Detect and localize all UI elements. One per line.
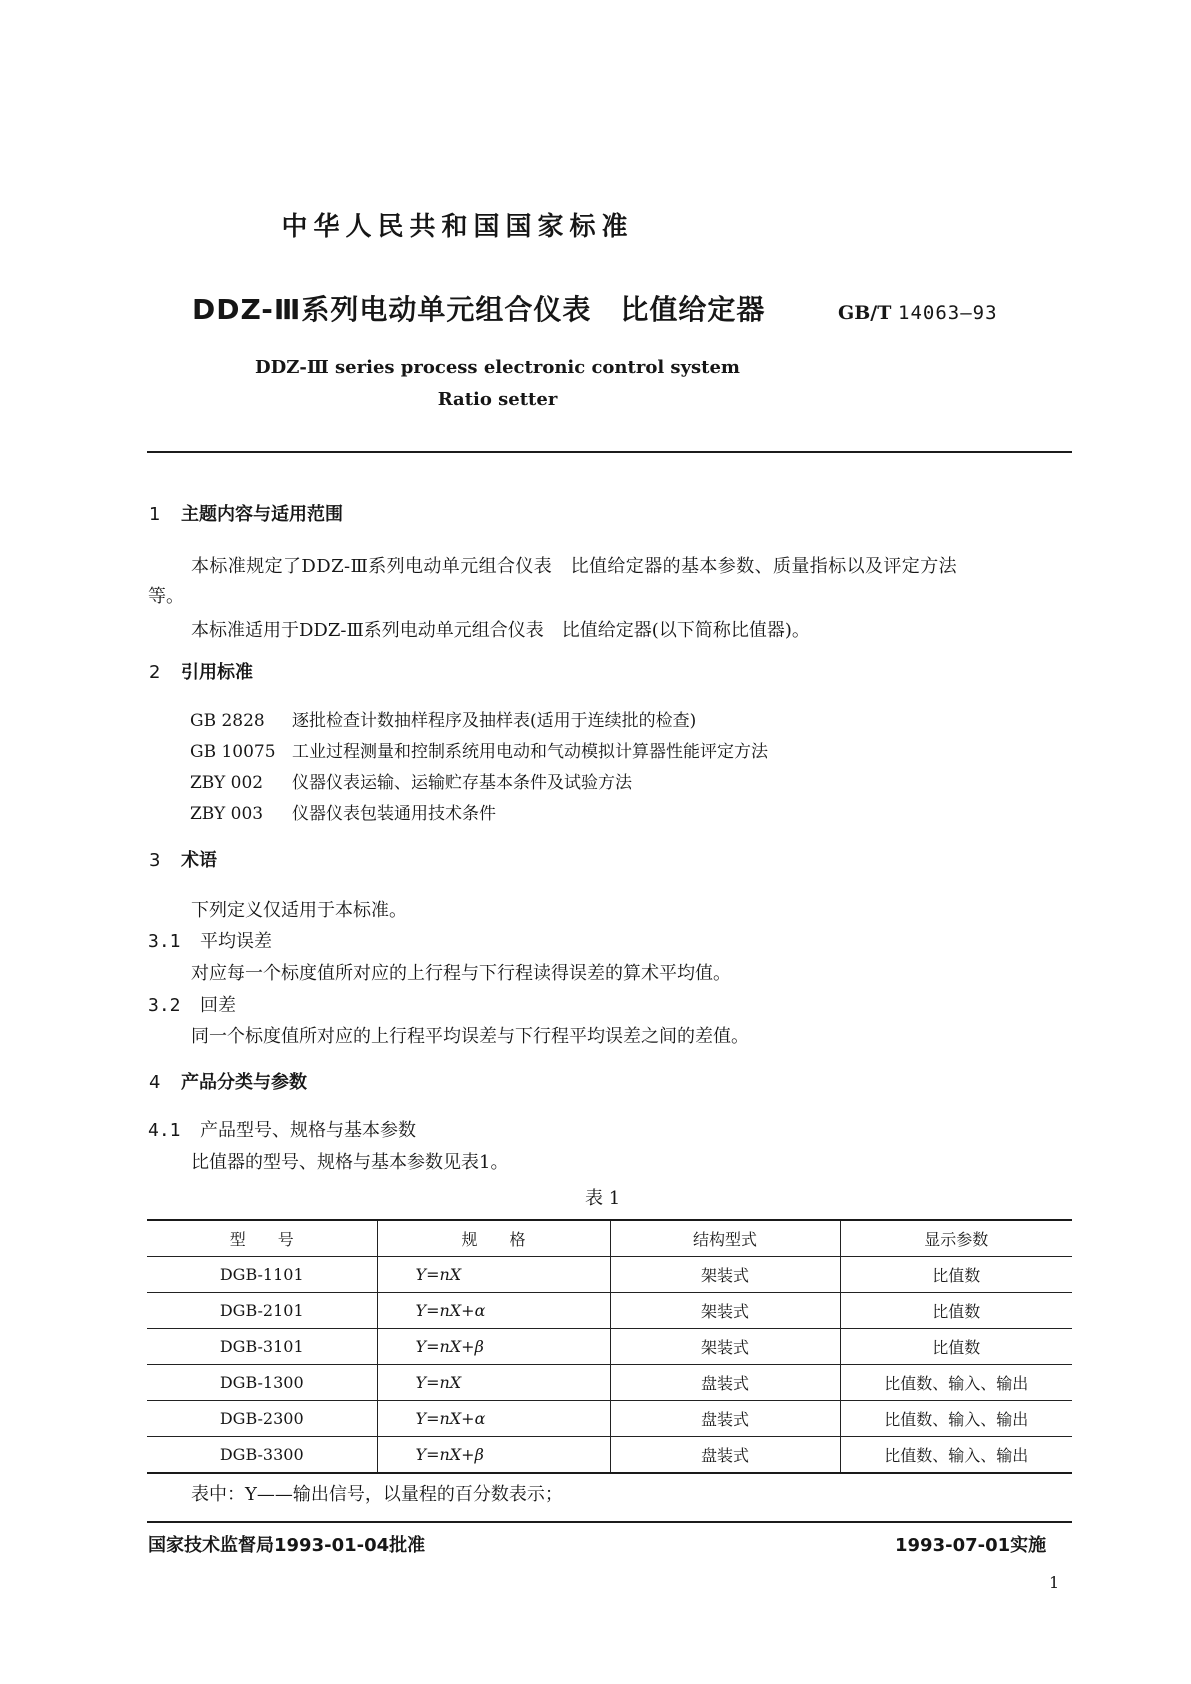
reference-code: ZBY 003 — [190, 804, 264, 824]
section-1-paragraph-1-cont: 等。 — [148, 586, 184, 607]
subsection-4-1-text: 比值器的型号、规格与基本参数见表1。 — [191, 1152, 509, 1173]
column-header-display: 显示参数 — [840, 1220, 1072, 1257]
section-1-paragraph-2: 本标准适用于DDZ-Ⅲ系列电动单元组合仪表 比值给定器(以下简称比值器)。 — [191, 620, 810, 641]
standard-title-en: DDZ-Ⅲ series process electronic control system — [255, 357, 740, 378]
section-title: 产品分类与参数 — [181, 1072, 307, 1093]
term-number: 3.2 — [148, 995, 181, 1016]
structure-cell: 盘装式 — [610, 1437, 840, 1474]
national-standard-heading: 中华人民共和国国家标准 — [281, 212, 634, 242]
column-header-structure: 结构型式 — [610, 1220, 840, 1257]
header-divider — [147, 451, 1072, 453]
section-title: 术语 — [181, 850, 217, 871]
standard-code-number: 14063—93 — [898, 302, 998, 324]
standard-code-prefix: GB/T — [838, 302, 892, 324]
reference-item — [190, 737, 768, 762]
term-number: 3.1 — [148, 931, 181, 952]
approval-statement: 国家技术监督局1993-01-04批准 — [148, 1535, 426, 1556]
spec-cell: Y=nX — [377, 1257, 610, 1293]
reference-item — [190, 799, 496, 824]
model-cell: DGB-3101 — [147, 1329, 377, 1365]
section-4-heading — [149, 1068, 307, 1094]
display-cell: 比值数 — [840, 1329, 1072, 1365]
model-cell: DGB-2101 — [147, 1293, 377, 1329]
footer-divider — [147, 1521, 1072, 1523]
section-1-paragraph-1: 本标准规定了DDZ-Ⅲ系列电动单元组合仪表 比值给定器的基本参数、质量指标以及评定方法 — [191, 556, 958, 577]
section-3-intro: 下列定义仅适用于本标准。 — [191, 900, 407, 921]
spec-cell: Y=nX+β — [377, 1329, 610, 1365]
structure-cell: 架装式 — [610, 1257, 840, 1293]
table-1-note: 表中：Y——输出信号，以量程的百分数表示； — [191, 1484, 563, 1505]
reference-title: 逐批检查计数抽样程序及抽样表(适用于连续批的检查) — [292, 711, 697, 731]
spec-cell: Y=nX+α — [377, 1293, 610, 1329]
reference-code: ZBY 002 — [190, 773, 264, 793]
table-row — [147, 1293, 1072, 1329]
column-header-spec: 规 格 — [377, 1220, 610, 1257]
model-cell: DGB-1101 — [147, 1257, 377, 1293]
spec-cell: Y=nX+α — [377, 1401, 610, 1437]
structure-cell: 架装式 — [610, 1329, 840, 1365]
table-1-caption: 表 1 — [585, 1188, 621, 1209]
standard-code — [838, 302, 998, 324]
reference-title: 仪器仪表运输、运输贮存基本条件及试验方法 — [292, 773, 632, 793]
structure-cell: 盘装式 — [610, 1365, 840, 1401]
structure-cell: 盘装式 — [610, 1401, 840, 1437]
table-row — [147, 1257, 1072, 1293]
section-title: 引用标准 — [181, 662, 253, 683]
section-number: 1 — [149, 504, 161, 525]
term-1-heading — [148, 927, 272, 953]
display-cell: 比值数 — [840, 1293, 1072, 1329]
spec-cell: Y=nX+β — [377, 1437, 610, 1474]
reference-code: GB 2828 — [190, 711, 265, 731]
table-row — [147, 1329, 1072, 1365]
model-cell: DGB-1300 — [147, 1365, 377, 1401]
reference-item — [190, 706, 696, 731]
display-cell: 比值数 — [840, 1257, 1072, 1293]
standard-title-cn: DDZ-Ⅲ系列电动单元组合仪表 比值给定器 — [192, 293, 766, 326]
display-cell: 比值数、输入、输出 — [840, 1437, 1072, 1474]
model-cell: DGB-2300 — [147, 1401, 377, 1437]
column-header-model: 型 号 — [147, 1220, 377, 1257]
display-cell: 比值数、输入、输出 — [840, 1401, 1072, 1437]
reference-code: GB 10075 — [190, 742, 276, 762]
term-2-definition: 同一个标度值所对应的上行程平均误差与下行程平均误差之间的差值。 — [191, 1026, 749, 1047]
section-title: 主题内容与适用范围 — [181, 504, 343, 525]
table-1 — [147, 1219, 1072, 1474]
term-2-heading — [148, 991, 236, 1017]
display-cell: 比值数、输入、输出 — [840, 1365, 1072, 1401]
implementation-date: 1993-07-01实施 — [895, 1535, 1047, 1556]
table-row — [147, 1437, 1072, 1474]
table-row — [147, 1365, 1072, 1401]
term-title: 回差 — [200, 995, 236, 1016]
page-number: 1 — [1049, 1573, 1060, 1592]
table-row — [147, 1401, 1072, 1437]
standard-subtitle-en: Ratio setter — [437, 389, 558, 410]
reference-item — [190, 768, 632, 793]
section-2-heading — [149, 658, 253, 684]
spec-cell: Y=nX — [377, 1365, 610, 1401]
subsection-number: 4.1 — [148, 1120, 181, 1141]
section-number: 4 — [149, 1072, 161, 1093]
section-3-heading — [149, 846, 217, 872]
subsection-4-1-heading — [148, 1116, 416, 1142]
section-number: 3 — [149, 850, 161, 871]
subsection-title: 产品型号、规格与基本参数 — [200, 1120, 416, 1141]
model-cell: DGB-3300 — [147, 1437, 377, 1474]
reference-title: 仪器仪表包装通用技术条件 — [292, 804, 496, 824]
section-number: 2 — [149, 662, 161, 683]
term-1-definition: 对应每一个标度值所对应的上行程与下行程读得误差的算术平均值。 — [191, 963, 731, 984]
structure-cell: 架装式 — [610, 1293, 840, 1329]
table-header-row — [147, 1220, 1072, 1257]
section-1-heading — [149, 500, 343, 526]
reference-title: 工业过程测量和控制系统用电动和气动模拟计算器性能评定方法 — [292, 742, 768, 762]
term-title: 平均误差 — [200, 931, 272, 952]
